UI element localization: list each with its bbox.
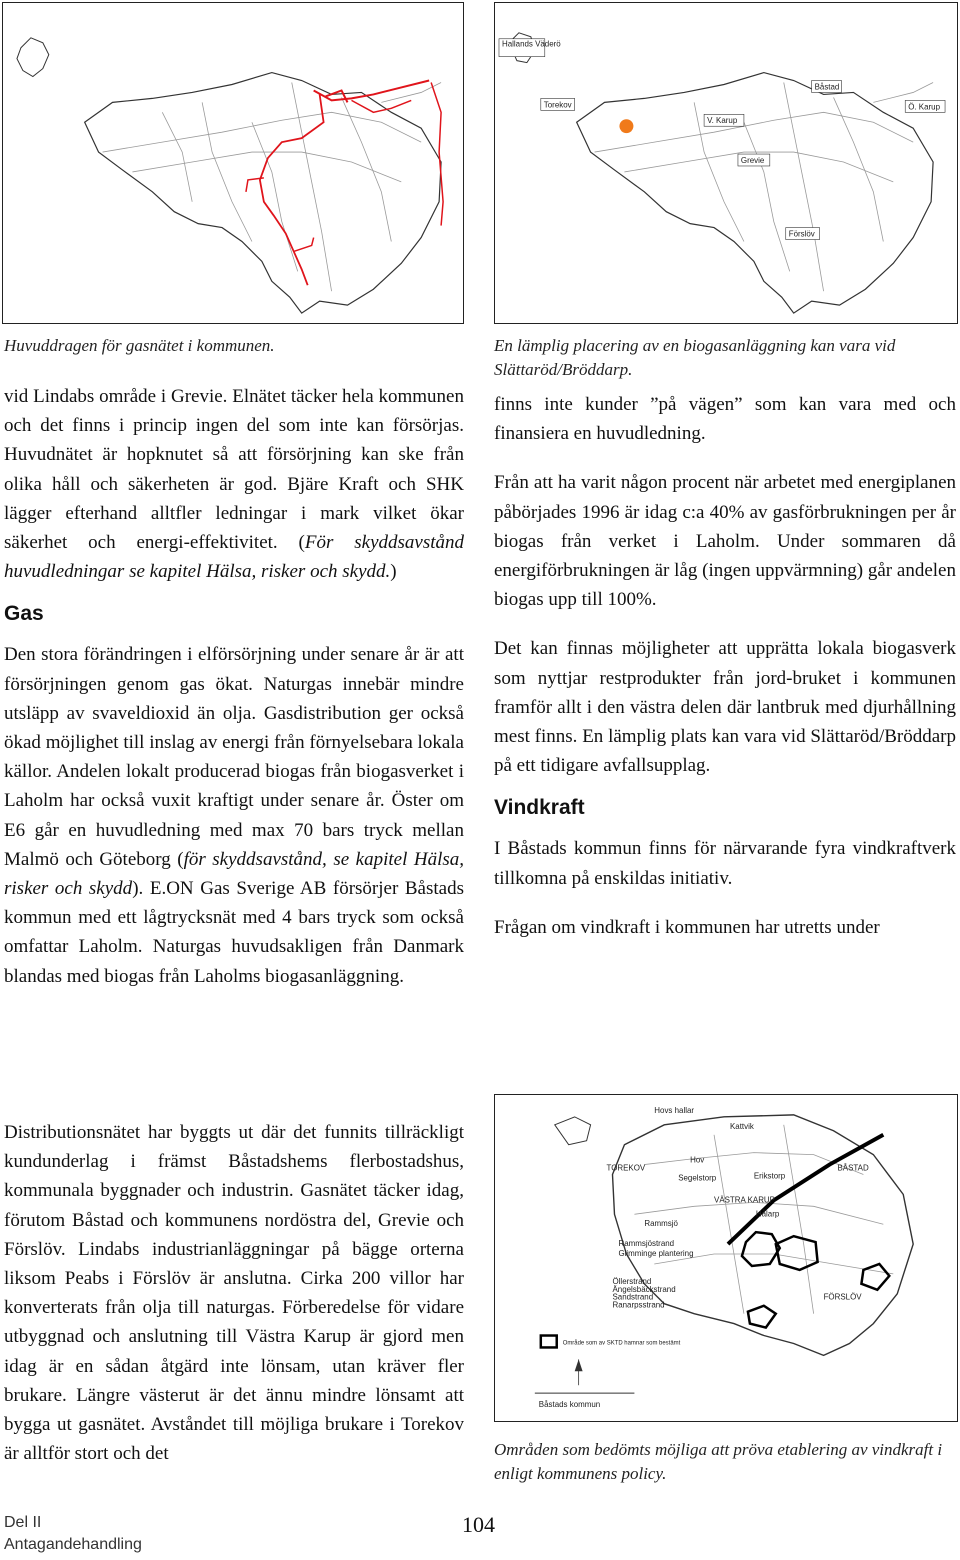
wind-areas-map-graphic	[495, 1095, 957, 1421]
label-forslov: FÖRSLÖV	[823, 1292, 862, 1302]
footer-part-label: Del II	[4, 1514, 42, 1531]
heading-vindkraft: Vindkraft	[494, 796, 585, 820]
distribution-paragraph: Distributionsnätet har byggts ut där det funnits tillräckligt kundunderlag i främst Båstadshems flerbostadshus, kommunala byggnader och industrin. Gasnätet täcker idag, förutom Båstad och kommunens nordöstra del, Grevie och Förslöv. Lindabs industrianläggningar på bägge orterna liksom Peabs i Förslöv är anslutna. Cirka 200 villor har konverterats från olja till naturgas. Förberedelse för vidare utbyggnad och anslutning till Västra Karup är gjord men idag är en sådan åtgärd inte lönsam, utan kräver fler brukare. Längre västerut är det ännu mindre lönsamt att bygga ut gasnätet. Avståndet till möjliga brukare i Torekov är alltför stort och det	[4, 1122, 464, 1465]
label-torekov-text: Torekov	[543, 100, 572, 110]
label-o-karup-text: Ö. Karup	[908, 102, 941, 112]
label-forslov-text: Förslöv	[788, 229, 815, 239]
heading-gas: Gas	[4, 602, 44, 626]
label-bastad: BÅSTAD	[837, 1163, 869, 1173]
gas-network-caption: Huvuddragen för gasnätet i kommunen.	[4, 336, 275, 355]
gas-text-a: Den stora förändringen i elförsörjning under senare år är att försörjningen genom gas ökat. Naturgas innebär mindre utsläpp av svaveldioxid än olja. Gasdistribution ger också ökad möjlighet till inslag av energi från förnyelsebara lokala källor. Andelen lokalt producerad biogas från biogasverket i Laholm har också vuxit kraftigt under senare år. Öster om E6 går en huvudledning med max 70 bars tryck mellan Malmö och Göteborg (	[4, 644, 464, 870]
label-hovs-hallar: Hovs hallar	[654, 1105, 695, 1115]
wind-investigation-paragraph: Frågan om vindkraft i kommunen har utretts under	[494, 916, 880, 938]
label-sandstrand: Sandstrand	[612, 1292, 654, 1302]
biogas-share-paragraph: Från att ha varit någon procent när arbetet med energiplanen påbörjades 1996 är idag c:a 40% av gasförbrukningen per år biogas från verket i Laholm. Under sommaren då energiförbrukningen är låg (ingen uppvärmning) går andelen biogas upp till 100%.	[494, 472, 956, 611]
label-angelsbackstrand: Ängelsbäckstrand	[612, 1284, 676, 1294]
label-grevie-text: Grevie	[740, 156, 765, 165]
label-torekov: TOREKOV	[606, 1163, 646, 1173]
wind-areas-map	[494, 1094, 958, 1422]
label-rammsjo: Rammsjö	[644, 1219, 678, 1229]
label-hallands-vadero-text: Hallands Väderö	[501, 39, 561, 49]
label-kattvik: Kattvik	[729, 1121, 754, 1131]
gas-network-map	[2, 2, 464, 324]
gas-ref: för skyddsavstånd, se kapitel Hälsa, risker och skydd	[4, 848, 465, 900]
footer-part	[4, 1512, 142, 1556]
biogas-site-map-graphic	[495, 3, 957, 323]
label-glimminge: Glimminge plantering	[618, 1249, 694, 1259]
left-column-upper	[4, 382, 464, 1011]
gas-text-b: ). E.ON Gas Sverige AB försörjer Båstads kommun med ett lågtrycksnät med 4 bars tryck som också omfattar Laholm. Naturgas huvudsakligen från Danmark blandas med biogas från Laholms biogasanläggning.	[4, 878, 464, 987]
customers-paragraph: finns inte kunder ”på vägen” som kan vara med och finansiera en huvudledning.	[494, 394, 956, 445]
biogas-site-caption: En lämplig placering av en biogasanläggning kan vara vid Slättaröd/Bröddarp.	[494, 336, 896, 379]
label-v-karup	[704, 114, 744, 126]
biogas-site-marker	[619, 119, 633, 133]
label-o-karup	[905, 100, 945, 112]
label-rammsjostrand: Rammsjöstrand	[618, 1239, 675, 1249]
local-biogas-paragraph: Det kan finnas möjligheter att upprätta lokala biogasverk som nyttjar restprodukter från jord-bruket i kommunen framför allt i den västra delen där lantbruk med djurhållning mest finns. En lämplig plats kan vara vid Slättaröd/Bröddarp på ett tidigare avfallsupplag.	[494, 638, 956, 777]
legend-text: Område som av SKTD hamnar som bestämt	[562, 1340, 681, 1347]
label-halarp: Hålarp	[755, 1209, 780, 1219]
legend-swatch	[541, 1336, 557, 1348]
label-ranarpsstrand: Ranarpsstrand	[612, 1300, 665, 1310]
electricity-ref: För skyddsavstånd huvudledningar se kapitel Hälsa, risker och skydd.	[4, 532, 464, 583]
compass-icon	[575, 1359, 583, 1385]
label-grevie	[738, 154, 770, 166]
label-hallands-vadero	[499, 39, 561, 57]
page-number: 104	[462, 1512, 495, 1537]
footer-doc-label: Antagandehandling	[4, 1536, 142, 1553]
electricity-text: vid Lindabs område i Grevie. Elnätet täcker hela kommunen och det finns i princip ingen del som inte kan försörjas. Huvudnätet är hopknutet så att försörjning kan ske från olika håll och säkerheten är god. Bjäre Kraft och SHK lägger efterhand alltfler ledningar i mark vilket ökar säkerhet och energi-effektivitet. (	[4, 386, 464, 554]
wind-count-paragraph: I Båstads kommun finns för närvarande fyra vindkraftverk tillkomna på enskildas initiativ.	[494, 838, 956, 889]
wind-areas-caption: Områden som bedömts möjliga att pröva etablering av vindkraft i enligt kommunens policy.	[494, 1440, 943, 1483]
label-vastra-karup: VÄSTRA KARUP	[714, 1195, 775, 1205]
electricity-paragraph	[4, 382, 464, 586]
gas-paragraph	[4, 640, 464, 990]
label-erikstorp: Erikstorp	[753, 1171, 786, 1181]
label-forslov	[786, 228, 820, 240]
label-bastads-kommun: Båstads kommun	[538, 1400, 601, 1410]
biogas-site-map	[494, 2, 958, 324]
label-hov: Hov	[690, 1155, 705, 1165]
label-torekov	[541, 98, 575, 110]
gas-network-map-graphic	[3, 3, 463, 323]
electricity-end: )	[390, 561, 397, 583]
label-segelstorp: Segelstorp	[678, 1173, 717, 1183]
label-v-karup-text: V. Karup	[707, 116, 738, 126]
left-column-lower	[4, 1118, 464, 1488]
label-bastad	[812, 81, 842, 93]
label-bastad-text: Båstad	[814, 82, 840, 92]
label-ollerstrand: Öllerstrand	[612, 1276, 652, 1286]
right-column-text	[494, 390, 956, 962]
